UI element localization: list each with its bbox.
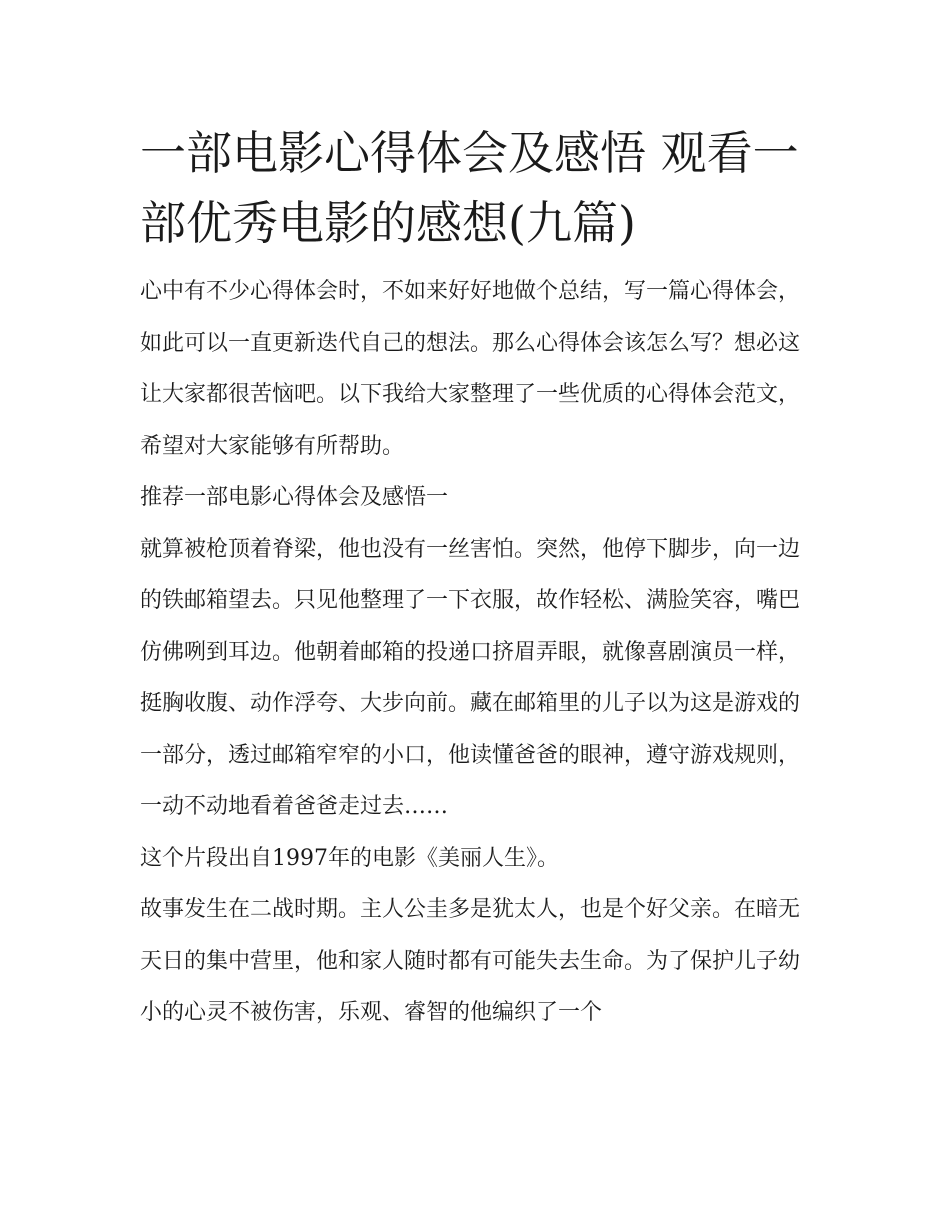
film-source-paragraph: 这个片段出自1997年的电影《美丽人生》。: [140, 845, 559, 871]
document-title: 一部电影心得体会及感悟 观看一部优秀电影的感想(九篇): [140, 126, 799, 250]
document-body: [140, 266, 820, 1039]
section-heading: 推荐一部电影心得体会及感悟一: [140, 485, 449, 510]
story-paragraph: 就算被枪顶着脊梁，他也没有一丝害怕。突然，他停下脚步，向一边的铁邮箱望去。只见他整理了一下衣服，故作轻松、满脸笑容，嘴巴仿佛咧到耳边。他朝着邮箱的投递口挤眉弄眼，就像喜剧演员一样，挺胸收腹、动作浮夸、大步向前。藏在邮箱里的儿子以为这是游戏的一部分，透过邮箱窄窄的小口，他读懂爸爸的眼神，遵守游戏规则，一动不动地看着爸爸走过去……: [140, 536, 801, 819]
document-page: [140, 118, 820, 1039]
background-paragraph: 故事发生在二战时期。主人公圭多是犹太人，也是个好父亲。在暗无天日的集中营里，他和家人随时都有可能失去生命。为了保护儿子幼小的心灵不被伤害，乐观、睿智的他编织了一个: [140, 897, 801, 1025]
intro-paragraph: 心中有不少心得体会时，不如来好好地做个总结，写一篇心得体会，如此可以一直更新迭代自己的想法。那么心得体会该怎么写？想必这让大家都很苦恼吧。以下我给大家整理了一些优质的心得体会范文，希望对大家能够有所帮助。: [140, 279, 801, 459]
